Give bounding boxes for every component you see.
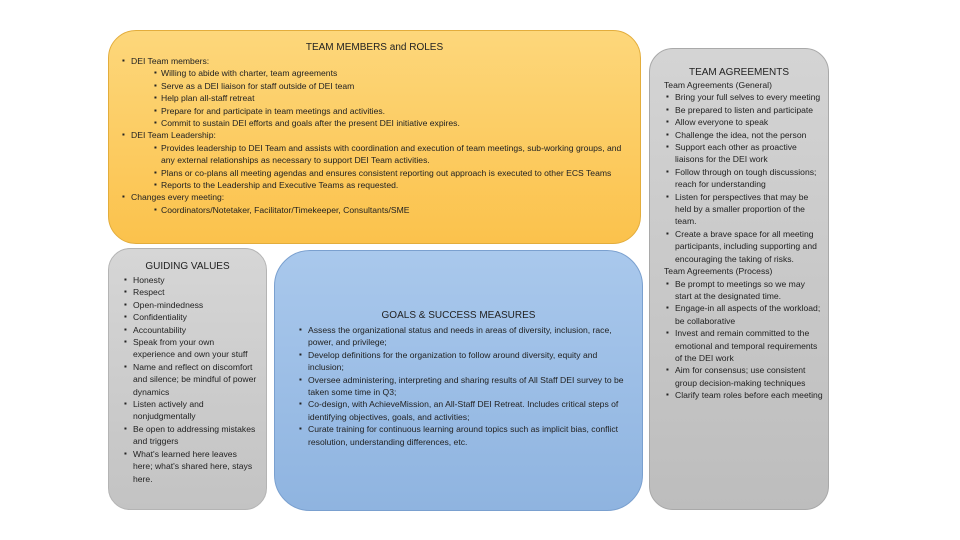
guiding-value-item: ▪ Name and reflect on discomfort and silence; be mindful of power dynamics (133, 361, 258, 398)
general-agreement-item: ▪ Create a brave space for all meeting participants, including supporting and encouraging the taking of risks. (675, 228, 824, 265)
process-agreement-item: ▪ Clarify team roles before each meeting (675, 389, 824, 401)
guiding-value-item: ▪ Respect (133, 286, 258, 298)
guiding-value-item: ▪ Speak from your own experience and own your stuff (133, 336, 258, 361)
team-member-group: ▪ DEI Team Leadership: (131, 129, 631, 141)
process-agreement-item: ▪ Be prompt to meetings so we may start at the designated time. (675, 278, 824, 303)
team-members-title: TEAM MEMBERS and ROLES (305, 42, 444, 53)
process-agreement-item: ▪ Aim for consensus; use consistent group decision-making techniques (675, 364, 824, 389)
guiding-values-box (108, 248, 267, 510)
guiding-value-item: ▪ Listen actively and nonjudgmentally (133, 398, 258, 423)
general-agreement-item: ▪ Challenge the idea, not the person (675, 129, 824, 141)
guiding-value-item: ▪ Accountability (133, 324, 258, 336)
guiding-value-item: ▪ Open-mindedness (133, 299, 258, 311)
guiding-value-item: ▪ Honesty (133, 274, 258, 286)
team-member-group: ▪ Changes every meeting: (131, 191, 631, 203)
general-agreement-item: ▪ Listen for perspectives that may be held by a smaller proportion of the team. (675, 191, 824, 228)
process-agreement-item: ▪ Invest and remain committed to the emotional and temporal requirements of the DEI work (675, 327, 824, 364)
general-agreements-heading: Team Agreements (General) (664, 80, 772, 90)
goal-item: ▪ Oversee administering, interpreting and sharing results of All Staff DEI survey to be taken some time in Q3; (308, 374, 626, 399)
team-member-sublist (161, 142, 631, 192)
team-member-role-item: ▪ Coordinators/Notetaker, Facilitator/Timekeeper, Consultants/SME (161, 204, 631, 216)
team-member-role-item: ▪ Commit to sustain DEI efforts and goals after the present DEI initiative expires. (161, 117, 631, 129)
goals-box (274, 250, 643, 511)
team-agreements-title: TEAM AGREEMENTS (688, 67, 789, 78)
process-agreement-item: ▪ Engage-in all aspects of the workload; be collaborative (675, 302, 824, 327)
team-members-roles-box (108, 30, 641, 244)
team-members-groups (131, 55, 631, 216)
team-members-list (131, 55, 631, 216)
guiding-values-list (133, 274, 258, 485)
guiding-values-title: GUIDING VALUES (145, 261, 230, 272)
team-member-role-item: ▪ Help plan all-staff retreat (161, 92, 631, 104)
team-member-role-item: ▪ Plans or co-plans all meeting agendas and ensures consistent reporting out approach is executed to other ECS Teams (161, 167, 631, 179)
team-agreements-box (649, 48, 829, 510)
team-member-role-item: ▪ Willing to abide with charter, team agreements (161, 67, 631, 79)
goals-list (308, 324, 626, 448)
process-agreements-list (675, 278, 824, 402)
team-member-role-item: ▪ Provides leadership to DEI Team and assists with coordination and execution of team meetings, sub-working groups, and any external relationships as necessary to support DEI Team activities. (161, 142, 631, 167)
team-agreements-content (664, 79, 824, 402)
goal-item: ▪ Curate training for continuous learning around topics such as implicit bias, conflict resolution, understanding differences, etc. (308, 423, 626, 448)
team-member-role-item: ▪ Reports to the Leadership and Executive Teams as requested. (161, 179, 631, 191)
general-agreement-item: ▪ Follow through on tough discussions; reach for understanding (675, 166, 824, 191)
guiding-value-item: ▪ Be open to addressing mistakes and triggers (133, 423, 258, 448)
team-member-sublist (161, 67, 631, 129)
general-agreements-list (675, 91, 824, 265)
goal-item: ▪ Co-design, with AchieveMission, an All-Staff DEI Retreat. Includes critical steps of identifying objectives, goals, and activities; (308, 398, 626, 423)
goal-item: ▪ Develop definitions for the organization to follow around diversity, equity and inclusion; (308, 349, 626, 374)
process-agreements-heading: Team Agreements (Process) (664, 266, 773, 277)
team-member-role-item: ▪ Prepare for and participate in team meetings and activities. (161, 105, 631, 117)
goal-item: ▪ Assess the organizational status and needs in areas of diversity, inclusion, race, power, and privilege; (308, 324, 626, 349)
team-member-role-item: ▪ Serve as a DEI liaison for staff outside of DEI team (161, 80, 631, 92)
general-agreement-item: ▪ Support each other as proactive liaisons for the DEI work (675, 141, 824, 166)
team-member-sublist (161, 204, 631, 216)
guiding-value-item: ▪ Confidentiality (133, 311, 258, 323)
general-agreement-item: ▪ Allow everyone to speak (675, 116, 824, 128)
goals-title: GOALS & SUCCESS MEASURES (381, 310, 536, 321)
general-agreement-item: ▪ Bring your full selves to every meeting (675, 91, 824, 103)
team-member-group: ▪ DEI Team members: (131, 55, 631, 67)
guiding-value-item: ▪ What's learned here leaves here; what's shared here, stays here. (133, 448, 258, 485)
general-agreement-item: ▪ Be prepared to listen and participate (675, 104, 824, 116)
